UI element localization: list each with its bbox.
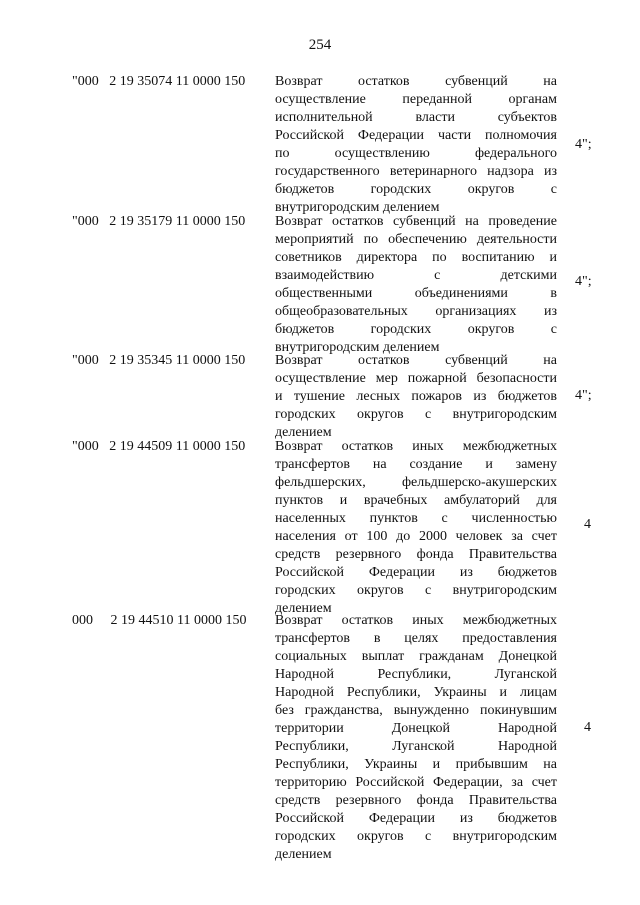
description-line: Народной Республики, Луганской <box>275 667 557 682</box>
description-line: взаимодействию с детскими <box>275 268 557 283</box>
entry-description <box>275 73 557 217</box>
budget-classification-code: "000 2 19 35345 11 0000 150 <box>72 353 246 368</box>
entry-value: 4"; <box>575 137 592 152</box>
description-line: и тушение лесных пожаров из бюджетов <box>275 389 557 404</box>
description-line: внутригородским делением <box>275 340 440 355</box>
description-line: советников директора по воспитанию и <box>275 250 557 265</box>
budget-classification-code: 000 2 19 44510 11 0000 150 <box>72 613 247 628</box>
description-line: исполнительной власти субъектов <box>275 110 557 125</box>
description-line: внутригородским делением <box>275 200 440 215</box>
description-line: Российской Федерации из бюджетов <box>275 811 557 826</box>
description-line: Возврат остатков субвенций на <box>275 74 557 89</box>
description-line: трансфертов на создание и замену <box>275 457 557 472</box>
description-line: городских округов с внутригородским <box>275 407 557 422</box>
description-line: Возврат остатков субвенций на проведение <box>275 214 557 229</box>
description-line: пунктов и врачебных амбулаторий для <box>275 493 557 508</box>
description-line: населения от 100 до 2000 человек за счет <box>275 529 557 544</box>
entry-description <box>275 612 557 864</box>
description-line: социальных выплат гражданам Донецкой <box>275 649 557 664</box>
description-line: территорию Российской Федерации, за счет <box>275 775 557 790</box>
description-line: средств резервного фонда Правительства <box>275 547 557 562</box>
entry-description <box>275 352 557 442</box>
description-line: бюджетов городских округов с <box>275 182 557 197</box>
entry-description <box>275 438 557 618</box>
description-line: Российской Федерации из бюджетов <box>275 565 557 580</box>
description-line: трансфертов в целях предоставления <box>275 631 557 646</box>
description-line: общеобразовательных организациях из <box>275 304 557 319</box>
description-line: Народной Республики, Украины и лицам <box>275 685 557 700</box>
budget-classification-code: "000 2 19 35074 11 0000 150 <box>72 74 246 89</box>
description-line: делением <box>275 847 332 862</box>
description-line: мероприятий по обеспечению деятельности <box>275 232 557 247</box>
entry-value: 4"; <box>575 274 592 289</box>
description-line: по осуществлению федерального <box>275 146 557 161</box>
description-line: без гражданства, вынужденно покинувшим <box>275 703 557 718</box>
description-line: Республики, Луганской Народной <box>275 739 557 754</box>
description-line: Республики, Украины и прибывшим на <box>275 757 557 772</box>
description-line: Возврат остатков иных межбюджетных <box>275 439 557 454</box>
description-line: территории Донецкой Народной <box>275 721 557 736</box>
description-line: городских округов с внутригородским <box>275 583 557 598</box>
description-line: Российской Федерации части полномочия <box>275 128 557 143</box>
entry-value: 4"; <box>575 388 592 403</box>
description-line: фельдшерских, фельдшерско-акушерских <box>275 475 557 490</box>
description-line: городских округов с внутригородским <box>275 829 557 844</box>
description-line: средств резервного фонда Правительства <box>275 793 557 808</box>
description-line: населенных пунктов с численностью <box>275 511 557 526</box>
description-line: государственного ветеринарного надзора из <box>275 164 557 179</box>
description-line: Возврат остатков иных межбюджетных <box>275 613 557 628</box>
description-line: Возврат остатков субвенций на <box>275 353 557 368</box>
page-number: 254 <box>308 37 332 53</box>
budget-classification-code: "000 2 19 35179 11 0000 150 <box>72 214 246 229</box>
budget-classification-code: "000 2 19 44509 11 0000 150 <box>72 439 246 454</box>
description-line: осуществление мер пожарной безопасности <box>275 371 557 386</box>
entry-description <box>275 213 557 357</box>
description-line: делением <box>275 601 332 616</box>
entry-value: 4 <box>584 720 591 735</box>
description-line: общественными объединениями в <box>275 286 557 301</box>
description-line: осуществление переданной органам <box>275 92 557 107</box>
entry-value: 4 <box>584 517 591 532</box>
description-line: делением <box>275 425 332 440</box>
description-line: бюджетов городских округов с <box>275 322 557 337</box>
